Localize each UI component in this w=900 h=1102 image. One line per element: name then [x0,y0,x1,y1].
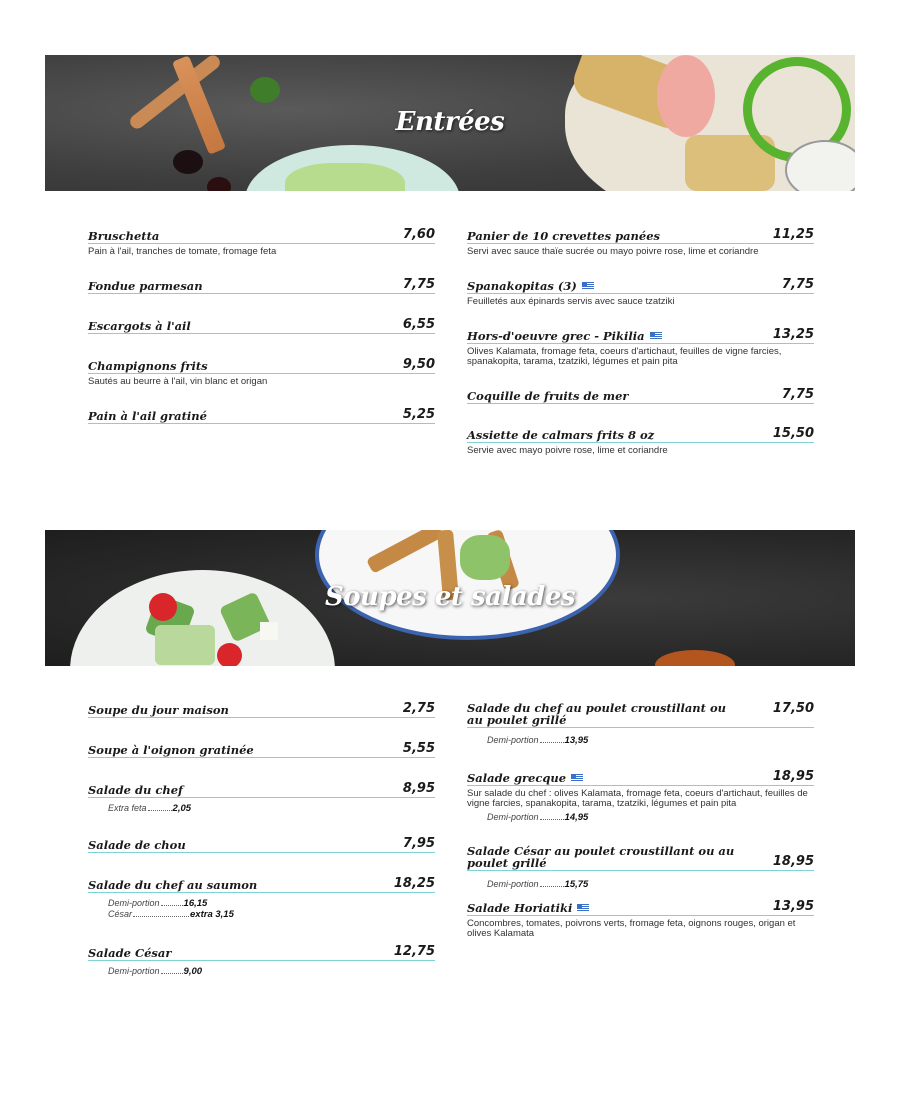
item-price: 7,60 [402,227,435,242]
feta-icon [260,622,278,640]
item-price: 6,55 [402,317,435,332]
option-price: 15,75 [564,879,589,890]
item-name: Bruschetta [88,229,160,243]
menu-item [88,877,435,920]
item-options [487,879,814,890]
item-description: Servie avec mayo poivre rose, lime et coriandre [467,445,668,456]
olive-icon [207,177,231,191]
greek-flag-icon [577,904,589,912]
option-label: César [108,909,133,919]
option-label: Demi-portion [108,898,160,908]
item-price: 8,95 [402,781,435,796]
option-label: Demi-portion [487,812,539,822]
item-name: Salade du chef au saumon [88,878,258,892]
menu-item [467,427,814,456]
item-price: 18,95 [772,854,814,869]
menu-item [467,702,814,746]
option-price: 14,95 [564,812,589,823]
item-name: Pain à l'ail gratiné [88,409,207,423]
section-title-soupes: Soupes et salades [324,582,576,612]
option-price: 13,95 [564,735,589,746]
item-name: Soupe du jour maison [88,703,229,717]
item-options [108,966,435,977]
item-description: Olives Kalamata, fromage feta, coeurs d'artichaut, feuilles de vigne farcies, spanakopita, tarama, tzatziki, légumes et pain pita [467,346,782,367]
item-price: 5,25 [402,407,435,422]
item-price: 11,25 [772,227,814,242]
menu-item [467,328,814,367]
section-title-entrees: Entrées [395,107,505,137]
option-price: 16,15 [183,898,208,909]
menu-item [88,228,435,257]
option-label: Demi-portion [487,735,539,745]
item-price: 18,95 [772,769,814,784]
greek-flag-icon [571,774,583,782]
item-price: 7,75 [781,277,814,292]
item-options [487,735,814,746]
option-label: Demi-portion [108,966,160,976]
item-options [108,803,435,814]
item-price: 2,75 [402,701,435,716]
item-description: Sur salade du chef : olives Kalamata, fromage feta, coeurs d'artichaut, feuilles de vigne farcies, spanakopita, tarama, tzatziki, légumes et pain pita [467,788,808,809]
item-price: 17,50 [772,701,814,716]
menu-item [88,837,435,853]
item-description: Feuilletés aux épinards servis avec sauce tzatziki [467,296,675,307]
item-name: Salade de chou [88,838,186,852]
menu-item [88,945,435,977]
item-description: Concombres, tomates, poivrons verts, fromage feta, oignons rouges, origan et olives Kalamata [467,918,796,939]
item-name: Champignons frits [88,359,208,373]
item-name: Hors-d'oeuvre grec - Pikilia [467,329,645,343]
cucumber-icon [155,625,215,665]
lettuce-icon [460,535,510,580]
item-price: 9,50 [402,357,435,372]
menu-item [88,358,435,387]
item-name: Coquille de fruits de mer [467,389,629,403]
greek-flag-icon [582,282,594,290]
item-name: Fondue parmesan [88,279,203,293]
menu-item [88,318,435,334]
olive-icon [173,150,203,174]
menu-item [467,900,814,939]
item-price: 12,75 [393,944,435,959]
menu-item [88,702,435,718]
item-price: 7,95 [402,836,435,851]
entrees-banner [45,55,855,191]
item-name: Salade César au poulet croustillant ou au poulet grillé [467,844,735,870]
menu-item [88,278,435,294]
item-name: Assiette de calmars frits 8 oz [467,428,655,442]
item-description: Pain à l'ail, tranches de tomate, fromage feta [88,246,277,257]
item-name: Salade du chef [88,783,183,797]
item-name: Escargots à l'ail [88,319,191,333]
menu-item [88,782,435,814]
option-price: extra 3,15 [190,909,234,920]
option-label: Demi-portion [487,879,539,889]
lettuce-icon [285,163,405,191]
item-name: Soupe à l'oignon gratinée [88,743,254,757]
item-price: 18,25 [393,876,435,891]
option-price: 9,00 [183,966,203,977]
clay-pot-icon [655,650,735,666]
item-name: Panier de 10 crevettes panées [467,229,661,243]
item-description: Servi avec sauce thaïe sucrée ou mayo poivre rose, lime et coriandre [467,246,759,257]
item-options [108,898,435,920]
menu-item [467,845,814,890]
greek-flag-icon [650,332,662,340]
menu-item [88,742,435,758]
menu-item [467,770,814,823]
item-price: 15,50 [772,426,814,441]
option-label: Extra feta [108,803,147,813]
tomato-icon [217,643,242,666]
menu-item [467,388,814,404]
menu-item [88,408,435,424]
item-name: Salade César [88,946,172,960]
item-price: 7,75 [402,277,435,292]
item-name: Salade grecque [467,771,567,785]
item-options [487,812,814,823]
menu-item [467,278,814,307]
item-name: Spanakopitas (3) [467,279,577,293]
item-price: 5,55 [402,741,435,756]
item-name: Salade Horiatiki [467,901,573,915]
item-name: Salade du chef au poulet croustillant ou au poulet grillé [467,701,727,727]
soupes-banner [45,530,855,666]
item-description: Sautés au beurre à l'ail, vin blanc et origan [88,376,268,387]
item-price: 13,25 [772,327,814,342]
menu-item [467,228,814,257]
option-price: 2,05 [172,803,192,814]
parsley-icon [250,77,280,103]
item-price: 13,95 [772,899,814,914]
item-price: 7,75 [781,387,814,402]
